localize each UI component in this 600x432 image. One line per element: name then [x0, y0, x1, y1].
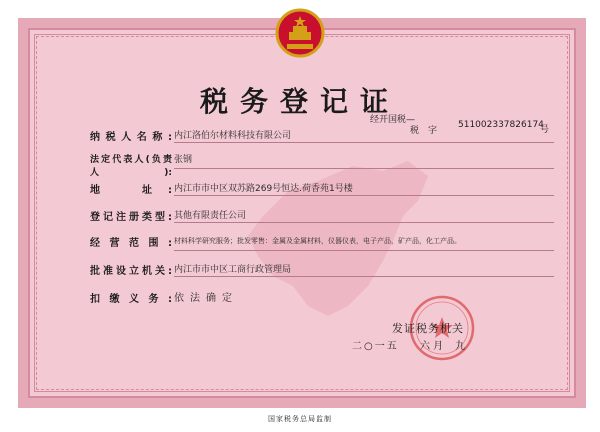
value-approving-authority: 内江市市中区工商行政管理局: [174, 265, 292, 275]
issue-date-month: 六 月: [420, 341, 444, 352]
issue-date-year: 二○一五: [352, 341, 399, 352]
label-approving-authority: 批准设立机关:: [90, 266, 172, 277]
label-address: 地 址:: [90, 185, 172, 196]
issuing-authority: 发证税务机关: [392, 322, 464, 335]
footer-supervisor: 国家税务总局监制: [268, 415, 332, 423]
value-business-scope: 材料科学研究服务；批发零售：金属及金属材料，仪器仪表，电子产品，矿产品，化工产品。: [174, 237, 461, 245]
tax-number-char-label: 税 字: [410, 126, 438, 136]
issue-date-day: 九: [455, 341, 465, 352]
national-emblem-icon: [275, 8, 325, 58]
label-business-scope: 经营范围:: [90, 238, 172, 249]
value-address: 内江市市中区双苏路269号恒达.荷香苑1号楼: [174, 184, 353, 194]
value-registration-type: 其他有限责任公司: [174, 211, 247, 221]
value-taxpayer-name: 内江洛伯尔材料科技有限公司: [174, 131, 292, 141]
field-rule: [174, 142, 554, 143]
field-rule: [174, 222, 554, 223]
value-withholding-obligation: 依法确定: [174, 293, 238, 304]
label-legal-representative: 法定代表人(负责人):: [90, 155, 172, 178]
label-registration-type: 登记注册类型:: [90, 212, 172, 223]
tax-number-suffix: 号: [540, 125, 550, 135]
certificate-title: 税务登记证: [199, 85, 400, 118]
field-rule: [174, 168, 554, 169]
tax-number-value: 511002337826174: [458, 120, 544, 130]
label-withholding-obligation: 扣缴义务:: [90, 294, 172, 305]
field-rule: [174, 250, 554, 251]
field-rule: [174, 195, 554, 196]
tax-number-prefix: 经开国税—: [370, 115, 416, 125]
label-taxpayer-name: 纳税人名称:: [90, 132, 172, 143]
value-legal-representative: 张钢: [174, 155, 193, 165]
field-rule: [174, 276, 554, 277]
